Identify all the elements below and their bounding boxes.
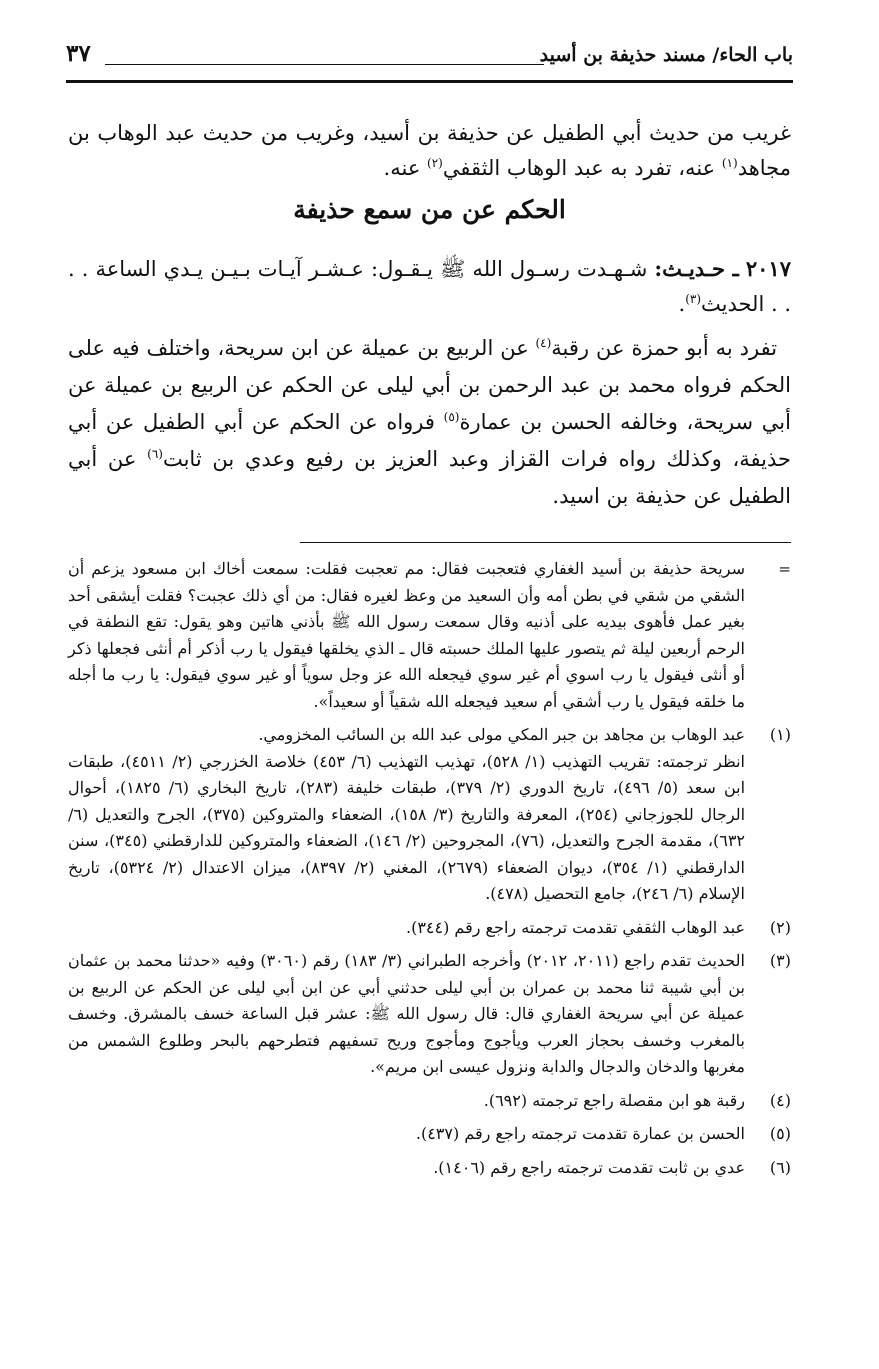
footnote-ref-3[interactable]: (٣) (685, 292, 702, 306)
header-rule (105, 64, 544, 65)
paragraph-text: عنه. (383, 156, 428, 180)
paragraph-tafarrud (68, 330, 791, 515)
footnote-6 (68, 1155, 791, 1182)
footnote-number: (٢) (769, 917, 791, 937)
footnote-5 (68, 1121, 791, 1148)
footnote-number: (٤) (769, 1090, 791, 1110)
footnote-text: عدي بن ثابت تقدمت ترجمته راجع رقم (١٤٠٦). (433, 1157, 745, 1177)
footnote-ref-2[interactable]: (٢) (427, 156, 443, 170)
footnote-ref-4[interactable]: (٤) (535, 336, 552, 350)
footnote-4 (68, 1088, 791, 1115)
paragraph-gharib (68, 116, 791, 186)
section-heading: الحكم عن من سمع حذيفة (293, 195, 566, 224)
hadith-end: . (678, 292, 686, 316)
footnote-ref-5[interactable]: (٥) (443, 410, 460, 424)
header-divider (66, 80, 793, 83)
footnote-continuation (68, 556, 791, 715)
footnote-number: (٥) (769, 1124, 791, 1143)
footnote-ref-6[interactable]: (٦) (147, 447, 163, 461)
footnote-text: عبد الوهاب الثقفي تقدمت ترجمته راجع رقم (٣٤٤). (405, 917, 745, 937)
paragraph-text: غريب من حديث أبي الطفيل عن حذيفة بن أسيد، وغريب من حديث عبد الوهاب بن مجاهد (68, 121, 791, 180)
continuation-marker: = (778, 560, 791, 578)
footnote-text: سريحة حذيفة بن أسيد الغفاري فتعجبت فقال: مم تعجبت فقلت: سمعت أخاك ابن مسعود يزعم أن الشقي من شقي في بطن أمه وأن السعيد من وعظ لغيره فقال: من أي ذلك عجبت؟ فقلت أيشقى أحد بغير عمل فأهوى بيديه على أذنيه وقال سمعت رسول الله ﷺ بأذني هاتين وهو يقول: تقع النطفة في الرحم أربعين ليلة ثم يتصور عليها الملك حسبته قال ـ الذي يخلقها فيقول يا رب أذكر أم أنثى فجعلها ذكر أو أنثى فيقول يا رب اسوي أم غير سوي فيجعله الله عز وجل سوياً أو غير سوي فيقول: يا رب ما أجله ما خلقه فيقول يا رب أشقي أم سعيد فيجعله الله شقياً أو سعيداً». (68, 559, 746, 711)
paragraph-text: عنه، تفرد به عبد الوهاب الثقفي (442, 156, 722, 180)
footnote-text: الحديث تقدم راجع (٢٠١١، ٢٠١٢) وأخرجه الطبراني (٣/ ١٨٣) رقم (٣٠٦٠) وفيه «حدثنا محمد بن عثمان بن أبي شيبة ثنا محمد بن عمران بن أبي ليلى حدثني أبي عن ابن أبي ليلى عن الحكم عن الربيع بن عميلة عن أبي سريحة الغفاري قال: قال رسول الله ﷺ: عشر قبل الساعة خسف بالمشرق. وخسف بالمغرب وخسف بحجاز العرب ويأجوج ومأجوج وريح تسفيهم فتطرحهم بالبحر وطلوع الشمس من مغربها والدخان والدجال والدابة ونزول عيسى ابن مريم». (68, 951, 746, 1076)
footnote-separator (300, 542, 791, 543)
hadith-entry (68, 251, 791, 322)
paragraph-text: تفرد به أبو حمزة عن رقبة (551, 336, 778, 360)
footnote-ref-1[interactable]: (١) (721, 156, 738, 170)
footnote-3 (68, 948, 791, 1081)
footnote-text: عبد الوهاب بن مجاهد بن جبر المكي مولى عبد الله بن السائب المخزومي. (258, 725, 745, 744)
footnote-text: الحسن بن عمارة تقدمت ترجمته راجع رقم (٤٣٧). (415, 1124, 745, 1143)
running-header-title: باب الحاء/ مسند حذيفة بن أسيد (539, 44, 793, 66)
footnote-1 (68, 722, 791, 908)
footnote-number: (١) (769, 725, 791, 744)
paragraph-text: عن الربيع بن عميلة عن ابن سريحة، واختلف فيه على الحكم فرواه محمد بن عبد الرحمن بن أبي ليلى عن الحكم عن الربيع بن عميلة عن أبي سريحة، وخالفه الحسن بن عمارة (68, 336, 791, 434)
footnote-number: (٦) (769, 1157, 791, 1177)
hadith-number: ٢٠١٧ (745, 256, 791, 281)
footnote-text: انظر ترجمته: تقريب التهذيب (١/ ٥٢٨)، تهذيب التهذيب (٦/ ٤٥٣) خلاصة الخزرجي (٢/ ٤٥١١)، طبقات ابن سعد (٥/ ٤٩٦)، تاريخ الدوري (٢/ ٣٧٩)، طبقات خليفة (٢٨٣)، تاريخ البخاري (٦/ ١٨٢٥)، أحوال الرجال للجوزجاني (٢٥٤)، المعرفة والتاريخ (٣/ ١٥٨)، الضعفاء والمتروكين (٣٧٥)، الجرح والتعديل (٦/ ٦٣٢)، مقدمة الجرح والتعديل، (٧٦)، المجروحين (٢/ ١٤٦)، الضعفاء والمتروكين للدارقطني (٣٤٥)، سنن الدارقطني (١/ ٣٥٤)، ديوان الضعفاء (٢٦٧٩)، المغني (٢/ ٨٣٩٧)، ميزان الاعتدال (٢/ ٥٣٢٤)، تاريخ الإسلام (٦/ ٢٤٦)، جامع التحصيل (٤٧٨). (68, 751, 746, 903)
footnote-2 (68, 915, 791, 942)
paragraph-text: فرواه عن الحكم عن أبي الطفيل عن أبي حذيفة، وكذلك رواه فرات القزاز وعبد العزيز بن رفيع وعدي بن ثابت (68, 410, 791, 471)
page-number: ٣٧ (66, 40, 91, 67)
hadith-label: ـ حـديـث: (654, 256, 739, 281)
footnotes (68, 556, 791, 1188)
footnote-text: رقبة هو ابن مقصلة راجع ترجمته (٦٩٢). (483, 1090, 745, 1110)
paragraph-text: عن أبي الطفيل عن حذيفة بن اسيد. (68, 447, 791, 508)
footnote-number: (٣) (769, 951, 791, 970)
hadith-text: شـهـدت رسـول الله ﷺ يـقـول: عـشـر آيـات بـيـن يـدي الساعة . . . . الحديث (68, 257, 791, 316)
